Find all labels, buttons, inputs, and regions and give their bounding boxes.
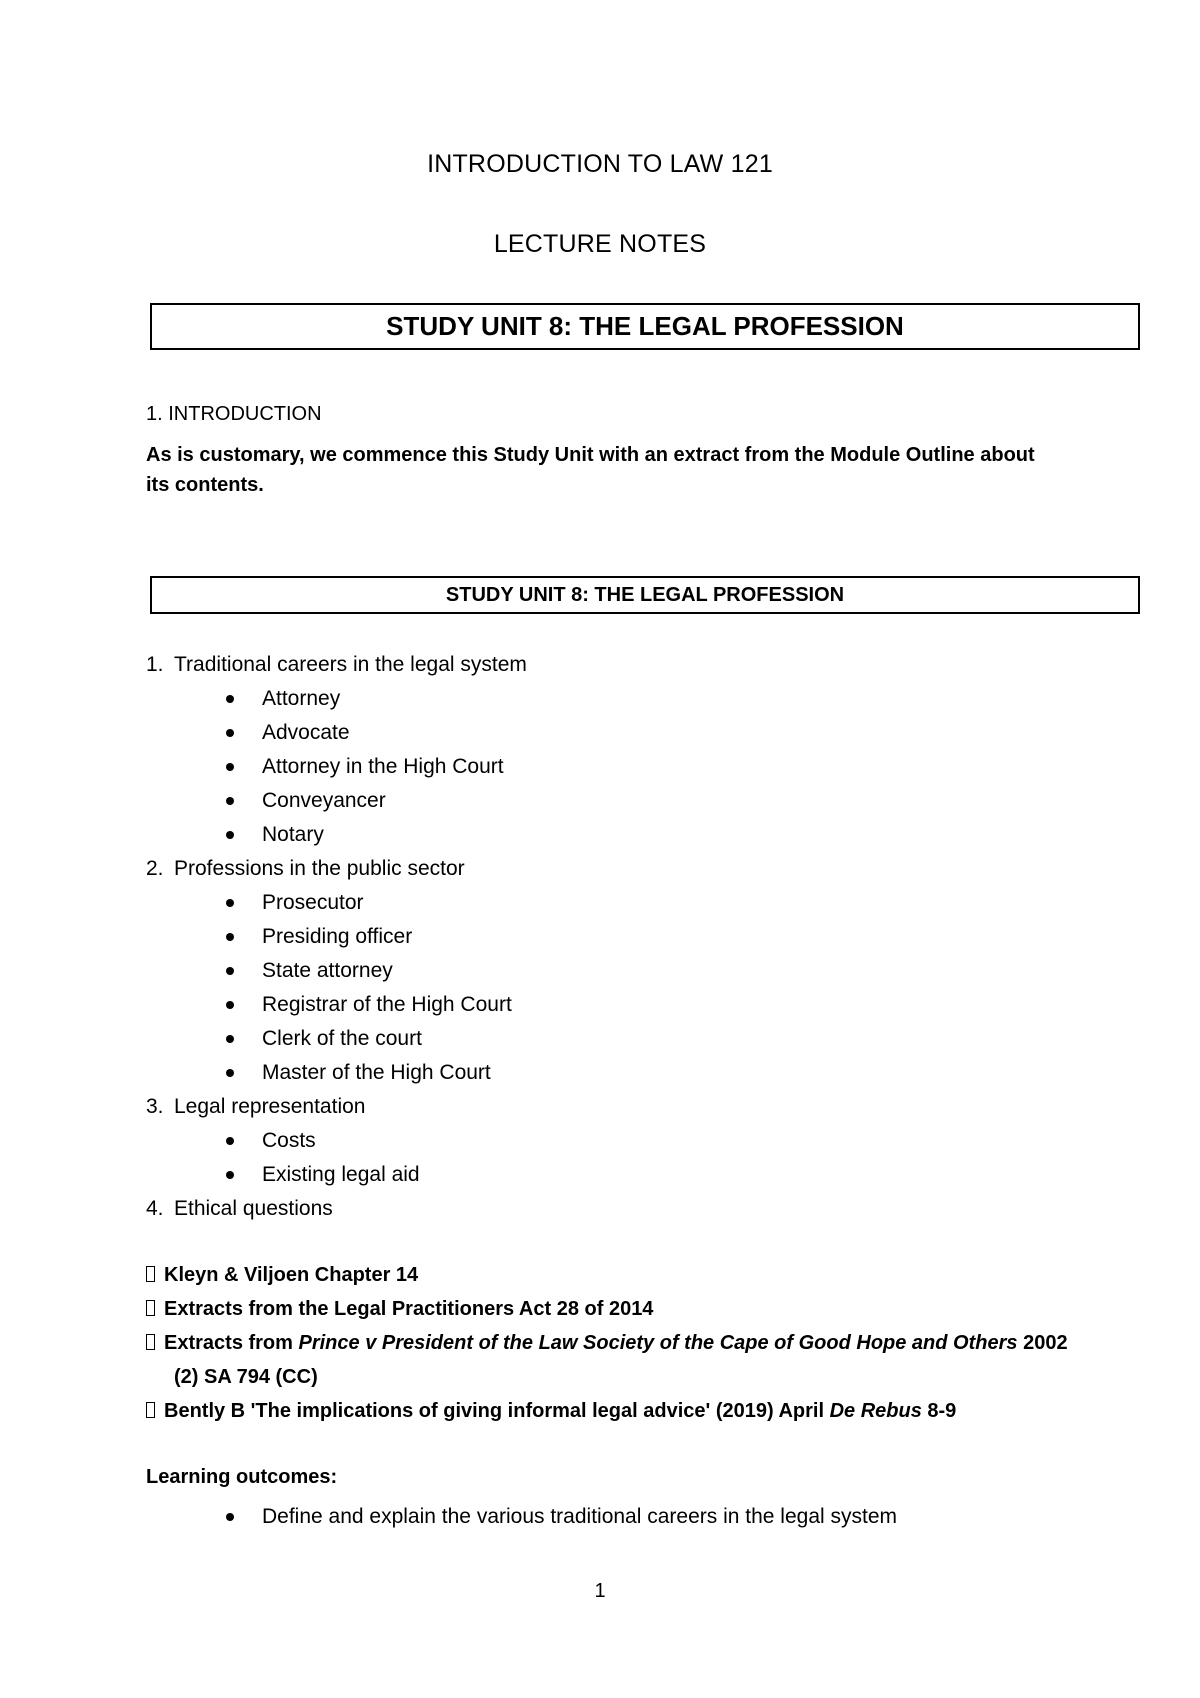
section-number: 4. <box>146 1197 164 1220</box>
item-label: Prosecutor <box>262 891 364 914</box>
page-number: 1 <box>594 1580 606 1602</box>
reading-item <box>146 1258 1146 1292</box>
list-item <box>146 886 527 920</box>
reading-text: Kleyn & Viljoen Chapter 14 <box>164 1264 419 1286</box>
bullet-icon <box>226 695 234 703</box>
list-item <box>146 920 527 954</box>
list-item <box>146 750 527 784</box>
journal-name: De Rebus <box>829 1400 922 1422</box>
checkbox-glyph-icon <box>146 1334 155 1350</box>
list-item <box>146 1500 897 1534</box>
section-items <box>146 682 527 852</box>
list-item <box>146 1124 527 1158</box>
item-label: Clerk of the court <box>262 1027 422 1050</box>
journal-pages: 8-9 <box>921 1400 957 1422</box>
section-items <box>146 1124 527 1192</box>
list-item <box>146 716 527 750</box>
prescribed-readings <box>146 1258 1146 1428</box>
item-label: Conveyancer <box>262 789 386 812</box>
checkbox-glyph-icon <box>146 1402 155 1418</box>
list-item <box>146 784 527 818</box>
outline-section <box>146 852 527 886</box>
item-label: Existing legal aid <box>262 1163 420 1186</box>
bullet-icon <box>226 1035 234 1043</box>
list-item <box>146 1158 527 1192</box>
document-title: INTRODUCTION TO LAW 121 <box>427 150 773 178</box>
bullet-icon <box>226 967 234 975</box>
reading-text: Extracts from the Legal Practitioners Act 28 of 2014 <box>164 1298 654 1320</box>
section-number: 2. <box>146 857 164 880</box>
list-item <box>146 1056 527 1090</box>
bullet-icon <box>226 763 234 771</box>
reading-text: Extracts from <box>164 1332 299 1354</box>
reading-item <box>146 1292 1146 1326</box>
section-title: Legal representation <box>174 1095 366 1118</box>
intro-body: As is customary, we commence this Study Unit with an extract from the Module Outline about its contents. <box>146 444 1035 496</box>
section-number: 3. <box>146 1095 164 1118</box>
item-label: Presiding officer <box>262 925 413 948</box>
section-items <box>146 886 527 1090</box>
item-label: Registrar of the High Court <box>262 993 512 1016</box>
bullet-icon <box>226 1513 234 1521</box>
section-title: Traditional careers in the legal system <box>174 653 527 676</box>
bullet-icon <box>226 729 234 737</box>
item-label: Advocate <box>262 721 350 744</box>
list-item <box>146 682 527 716</box>
bullet-icon <box>226 899 234 907</box>
reading-item <box>146 1326 1146 1394</box>
reading-item <box>146 1394 1146 1428</box>
checkbox-glyph-icon <box>146 1300 155 1316</box>
bullet-icon <box>226 1069 234 1077</box>
outline-list <box>146 648 527 1226</box>
bullet-icon <box>226 1001 234 1009</box>
list-item <box>146 988 527 1022</box>
intro-heading: 1. INTRODUCTION <box>146 403 322 425</box>
item-label: Define and explain the various traditional careers in the legal system <box>262 1505 898 1528</box>
item-label: Attorney <box>262 687 341 710</box>
document-subtitle: LECTURE NOTES <box>493 230 707 258</box>
item-label: Master of the High Court <box>262 1061 491 1084</box>
checkbox-glyph-icon <box>146 1266 155 1282</box>
study-unit-banner: STUDY UNIT 8: THE LEGAL PROFESSION <box>150 303 1140 350</box>
list-item <box>146 1022 527 1056</box>
item-label: State attorney <box>262 959 393 982</box>
case-citation: 2002 <box>1017 1332 1068 1354</box>
section-number: 1. <box>146 653 164 676</box>
bullet-icon <box>226 1171 234 1179</box>
outline-section <box>146 648 527 682</box>
module-outline-banner: STUDY UNIT 8: THE LEGAL PROFESSION <box>150 576 1140 614</box>
reading-text: Bently B 'The implications of giving informal legal advice' (2019) April <box>164 1400 830 1422</box>
bullet-icon <box>226 797 234 805</box>
bullet-icon <box>226 831 234 839</box>
bullet-icon <box>226 933 234 941</box>
item-label: Costs <box>262 1129 316 1152</box>
item-label: Notary <box>262 823 324 846</box>
bullet-icon <box>226 1137 234 1145</box>
section-title: Ethical questions <box>174 1197 333 1220</box>
outline-section <box>146 1090 527 1124</box>
list-item <box>146 818 527 852</box>
item-label: Attorney in the High Court <box>262 755 504 778</box>
learning-outcomes-heading: Learning outcomes: <box>146 1466 338 1488</box>
case-name: Prince v President of the Law Society of the Cape of Good Hope and Others <box>298 1332 1018 1354</box>
list-item <box>146 954 527 988</box>
outline-section <box>146 1192 527 1226</box>
learning-outcomes-list <box>146 1500 897 1534</box>
case-citation-continued: (2) SA 794 (CC) <box>174 1366 318 1388</box>
section-title: Professions in the public sector <box>174 857 465 880</box>
